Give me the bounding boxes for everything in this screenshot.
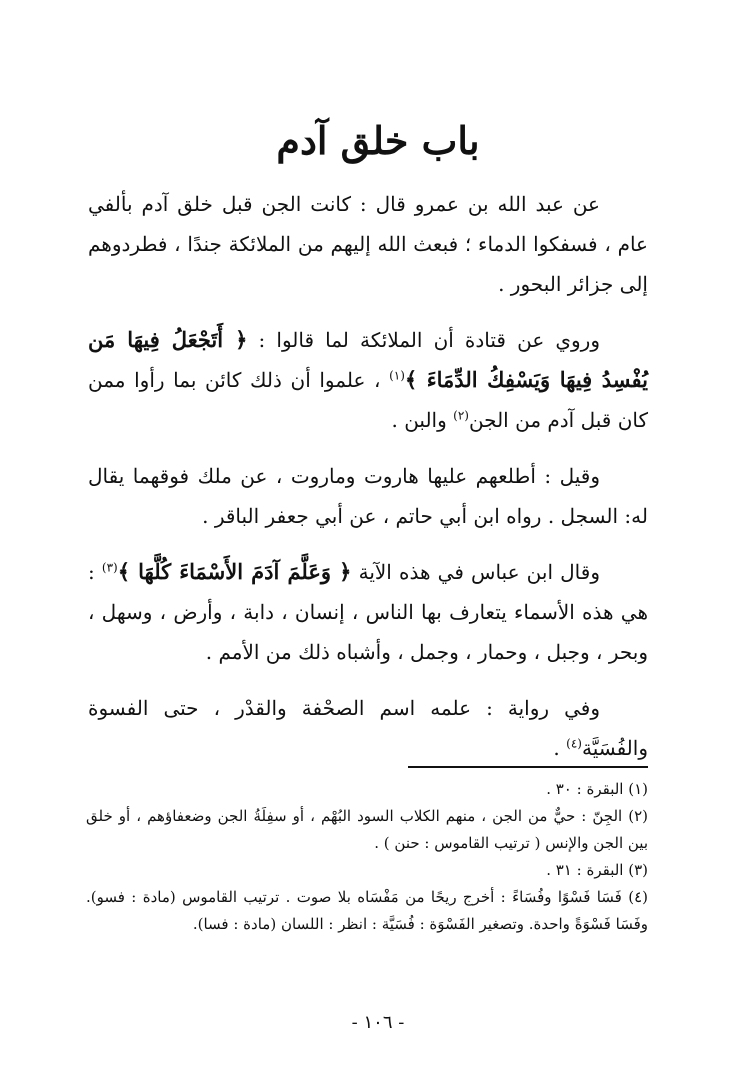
footnotes [86,776,648,938]
paragraph-5 [88,688,648,768]
paragraph-text: والبن . [391,408,454,432]
footnote-ref-3: (٣) [101,560,118,575]
main-text [88,184,648,784]
footnote-2: (٢) الجِنّ : حيٌّ من الجن ، منهم الكلاب السود البُهْم ، أو سفِلَةُ الجن وضعفاؤهم ، أو خلق بين الجن والإنس ( ترتيب القاموس : حنن ) . [86,807,648,852]
paragraph-text: وفي رواية : علمه اسم الصحْفة والقدْر ، حتى الفسوة والفُسَيَّة [88,696,648,760]
paragraph-text: ، علموا أن ذلك كائن بما رأوا ممن كان قبل آدم من الجن [88,368,648,432]
quran-verse: ﴿ وَعَلَّمَ آدَمَ الأَسْمَاءَ كُلَّهَا ﴾ [117,559,352,584]
chapter-title: باب خلق آدم [276,118,480,163]
paragraph-2 [88,320,648,440]
footnote-3: (٣) البقرة : ٣١ . [546,861,648,879]
paragraph-text: . [553,736,567,760]
footnote-ref-4: (٤) [566,736,582,751]
paragraph-text: وقيل : أطلعهم عليها هاروت وماروت ، عن ملك فوقهما يقال له: السجل . رواه ابن أبي حاتم ، عن أبي جعفر الباقر . [88,464,648,528]
footnote-ref-1: (١) [389,368,405,383]
footnote-ref-2: (٢) [453,408,469,423]
footnote-1: (١) البقرة : ٣٠ . [546,780,648,798]
page-number: - ١٠٦ - [351,1012,405,1033]
paragraph-text: وروي عن قتادة أن الملائكة لما قالوا : [247,328,600,352]
footnote-4: (٤) فَسَا فَسْوًا وفُسَاءً : أخرج ريحًا من مَفْسَاه بلا صوت . ترتيب القاموس (مادة : فسو). وفَسَا فَسْوَةً واحدة. وتصغير الفَسْوَة : فُسَيَّة : انظر : اللسان (مادة : فسا). [86,888,648,933]
paragraph-3 [88,456,648,536]
quran-verse: ﴿ أَتَجْعَلُ فِيهَا مَن يُفْسِدُ فِيهَا وَيَسْفِكُ الدِّمَاءَ ﴾ [88,327,648,392]
paragraph-1 [88,184,648,304]
paragraph-text: وقال ابن عباس في هذه الآية [351,560,600,584]
paragraph-text: : هي هذه الأسماء يتعارف بها الناس ، إنسان ، دابة ، وأرض ، وسهل ، وبحر ، وجبل ، وحمار ، وجمل ، وأشباه ذلك من الأمم . [88,560,648,664]
footnote-divider [408,766,648,768]
paragraph-text: عن عبد الله بن عمرو قال : كانت الجن قبل خلق آدم بألفي عام ، فسفكوا الدماء ؛ فبعث الله إليهم من الملائكة جندًا ، فطردوهم إلى جزائر البحور . [88,192,648,296]
paragraph-4 [88,552,648,672]
